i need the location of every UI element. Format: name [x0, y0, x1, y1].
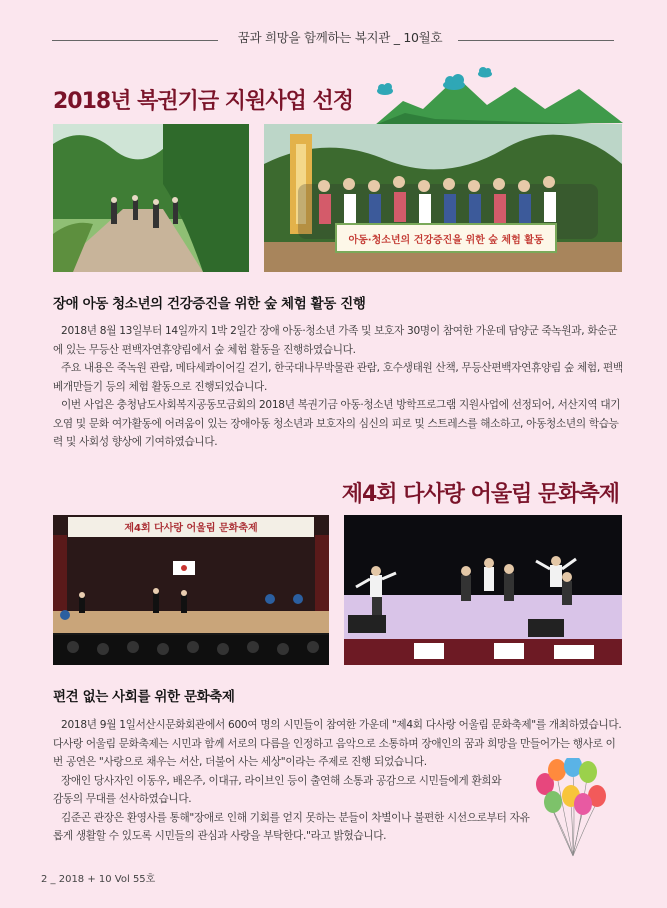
section2-paragraph: 장애인 당사자인 이동우, 배은주, 이대규, 라이브인 등이 출연해 소통과 공감으로 시민들에게 환희와 감동의 무대를 선사하였습니다.: [53, 774, 502, 805]
balloons-icon: [525, 758, 625, 863]
group-forest-photo: [264, 124, 622, 272]
section2-title: 제4회 다사랑 어울림 문화축제: [341, 482, 619, 507]
section2-paragraph: 김준곤 관장은 환영사를 통해"장애로 인해 기회를 얻지 못하는 분들이 차별이나 불편한 시선으로부터 자유롭게 생활할 수 있도록 시민들의 관심과 사랑을 부탁한다."라고 밝혔습니다.: [53, 811, 530, 842]
stage-ceremony-photo: [53, 515, 329, 665]
section1-subheading: 장애 아동 청소년의 건강증진을 위한 숲 체험 활동 진행: [53, 296, 366, 312]
section1-title: 2018년 복권기금 지원사업 선정: [53, 89, 353, 114]
page-header: [0, 28, 667, 48]
header-text: 꿈과 희망을 함께하는 복지관 _ 10월호: [237, 30, 443, 45]
header-rule-right: [458, 40, 614, 41]
section1-paragraph: 이번 사업은 충청남도사회복지공동모금회의 2018년 복권기금 아동·청소년 방학프로그램 지원사업에 선정되어, 서산지역 대기오염 및 문화 여가활동에 어려움이 있는 장애아동 청소년과 보호자의 심신의 피로 및 스트레스를 해소하고, 아동청소년의 학습능력 및 사회성 향상에 기여하였습니다.: [53, 399, 621, 448]
mountain-decoration: [375, 65, 623, 125]
section1-paragraph: 2018년 8월 13일부터 14일까지 1박 2일간 장애 아동·청소년 가족 및 보호자 30명이 참여한 가운데 담양군 죽녹원과, 화순군에 있는 무등산 편백자연휴양림에서 숲 체험 활동을 진행하였습니다.: [53, 325, 618, 356]
forest-trail-photo: [53, 124, 249, 272]
section1-body: [53, 322, 625, 452]
stage-banner-text: 제4회 다사랑 어울림 문화축제: [124, 523, 258, 534]
dance-performance-photo: [344, 515, 622, 665]
section1-paragraph: 주요 내용은 죽녹원 관람, 메타세콰이어길 걷기, 한국대나무박물관 관람, 호수생태원 산책, 무등산편백자연휴양림 숲 체험, 편백베개만들기 등의 체험 활동으로 진행되었습니다.: [53, 362, 623, 393]
section2-subheading: 편견 없는 사회를 위한 문화축제: [53, 689, 235, 705]
header-rule-left: [52, 40, 218, 41]
photo-banner-text: 아동·청소년의 건강증진을 위한 숲 체험 활동: [348, 235, 544, 246]
section2-paragraph: 2018년 9월 1일서산시문화회관에서 600여 명의 시민들이 참여한 가운데 "제4회 다사랑 어울림 문화축제"를 개최하였습니다. 다사랑 어울림 문화축제는 시민과 함께 서로의 다름을 인정하고 음악으로 소통하며 장애인의 꿈과 희망을 만들어가는 행사로 이번 공연은 "사랑으로 채우는 서산, 더불어 사는 세상"이라는 주제로 진행 되었습니다.: [53, 719, 622, 768]
page-footer: 2 _ 2018 + 10 Vol 55호: [41, 874, 156, 885]
